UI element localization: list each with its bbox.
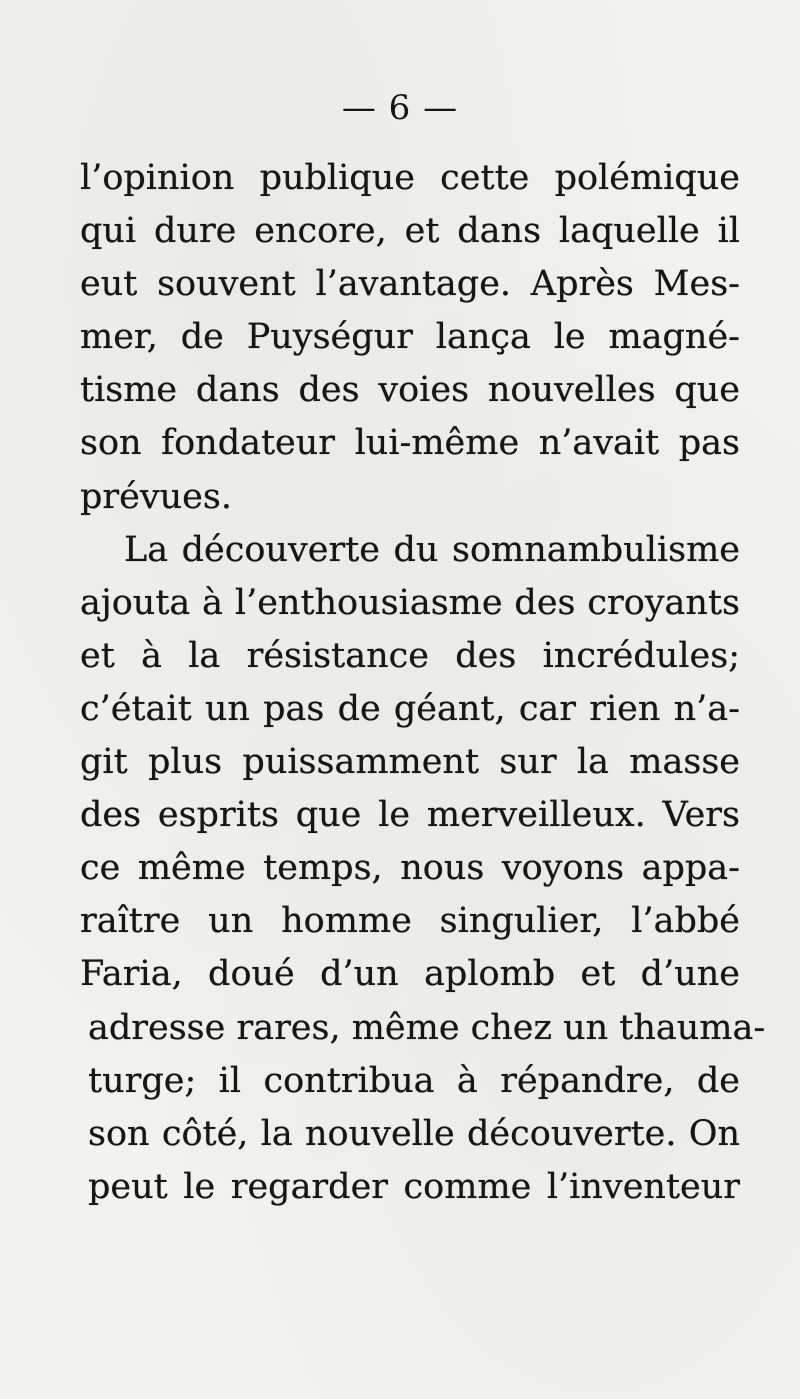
text-line: adresse rares, même chez un thauma- [88,1007,766,1048]
text-line: qui dure encore, et dans laquelle il [80,211,740,252]
text-line: Faria, doué d’un aplomb et d’une [80,954,740,995]
text-line: git plus puissamment sur la masse [80,742,740,783]
text-line: des esprits que le merveilleux. Vers [80,795,740,836]
text-line: tisme dans des voies nouvelles que [80,370,740,411]
text-line-paragraph-end: prévues. [80,476,232,517]
text-line: ajouta à l’enthousiasme des croyants [80,582,740,623]
text-line: et à la résistance des incrédules; [80,635,740,676]
text-line: eut souvent l’avantage. Après Mes- [80,264,740,305]
page-body-text [80,152,766,1214]
text-line: raître un homme singulier, l’abbé [80,901,740,942]
text-line: mer, de Puységur lança le magné- [80,317,740,358]
text-line: l’opinion publique cette polémique [80,158,740,198]
text-line-paragraph-start: La découverte du somnambulisme [124,529,740,570]
page-number: — 6 — [341,88,459,128]
text-line: peut le regarder comme l’inventeur [88,1166,740,1207]
text-line: son côté, la nouvelle découverte. On [88,1113,740,1154]
text-line: turge; il contribua à répandre, de [88,1060,740,1101]
text-line: son fondateur lui-même n’avait pas [80,423,740,464]
text-line: c’était un pas de géant, car rien n’a- [80,688,740,729]
text-line: ce même temps, nous voyons appa- [80,848,740,889]
